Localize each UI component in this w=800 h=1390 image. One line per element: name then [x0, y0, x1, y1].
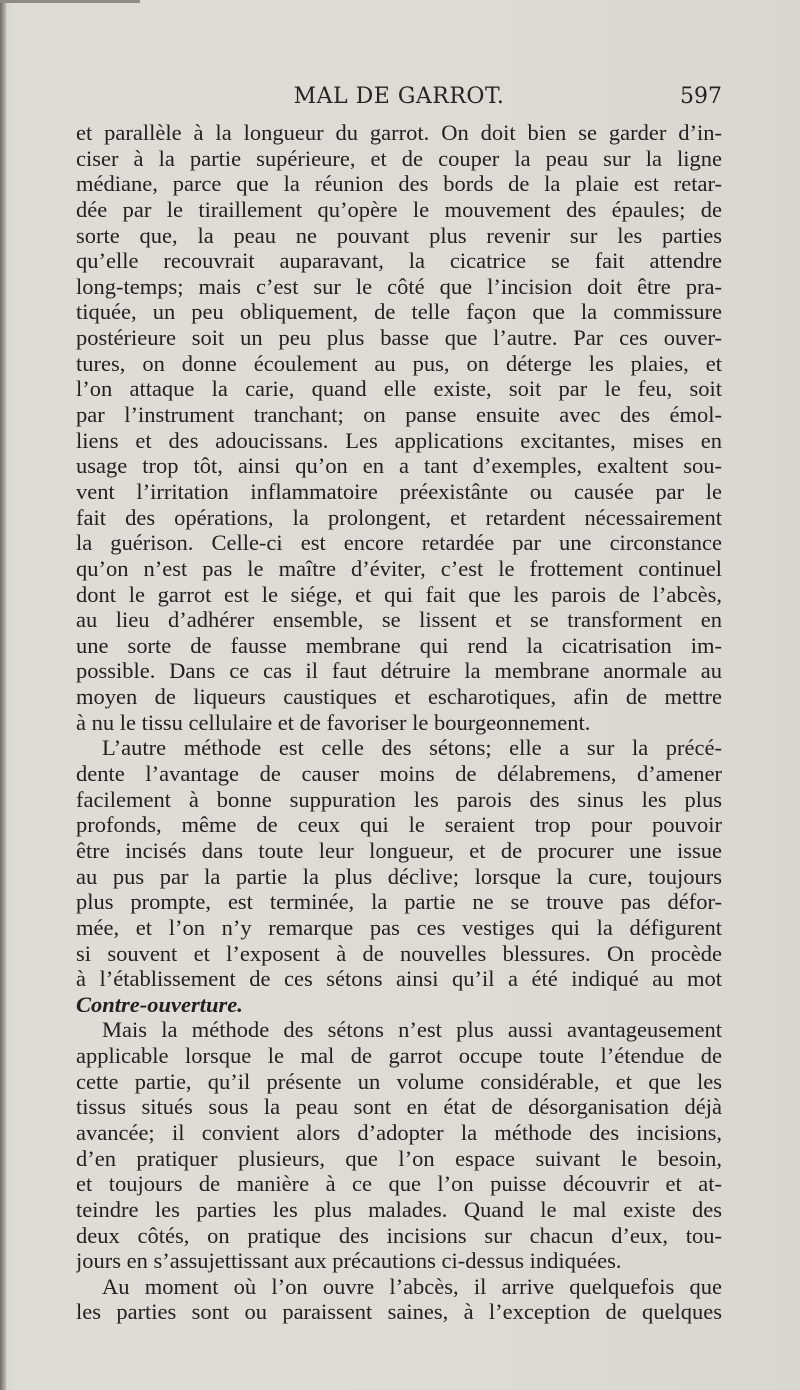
cross-reference-term: Contre-ouverture.	[76, 991, 243, 1017]
text-line: et parallèle à la longueur du garrot. On doit bien se garder d’in-	[76, 120, 722, 145]
text-line: liens et des adoucissans. Les applications excitantes, mises en	[76, 427, 722, 453]
text-line: médiane, parce que la réunion des bords de la plaie est retar-	[76, 171, 722, 197]
text-line: postérieure soit un peu plus basse que l’autre. Par ces ouver-	[76, 325, 722, 351]
page-number: 597	[680, 84, 722, 109]
paragraph-start-line: Mais la méthode des sétons n’est plus aussi avantageusement	[102, 1017, 722, 1043]
text-line: facilement à bonne suppuration les parois des sinus les plus	[76, 786, 722, 812]
text-line: deux côtés, on pratique des incisions sur chacun d’eux, tou-	[76, 1222, 722, 1248]
body-text	[76, 120, 722, 1325]
text-line: une sorte de fausse membrane qui rend la cicatrisation im-	[76, 632, 722, 658]
text-line: moyen de liqueurs caustiques et escharotiques, afin de mettre	[76, 684, 722, 710]
text-line: qu’elle recouvrait auparavant, la cicatrice se fait attendre	[76, 248, 722, 274]
text-line: qu’on n’est pas le maître d’éviter, c’est le frottement continuel	[76, 555, 722, 581]
text-line: au lieu d’adhérer ensemble, se lissent et se transforment en	[76, 607, 722, 633]
text-line: plus prompte, est terminée, la partie ne se trouve pas défor-	[76, 889, 722, 915]
text-line: par l’instrument tranchant; on panse ensuite avec des émol-	[76, 402, 722, 428]
text-line: avancée; il convient alors d’adopter la méthode des incisions,	[76, 1119, 722, 1145]
page-top-edge	[0, 0, 140, 3]
text-line: à l’établissement de ces sétons ainsi qu’il a été indiqué au mot	[76, 966, 722, 992]
text-line: applicable lorsque le mal de garrot occupe toute l’étendue de	[76, 1043, 722, 1069]
text-line: à nu le tissu cellulaire et de favoriser le bourgeonnement.	[76, 709, 591, 735]
text-line: mée, et l’on n’y remarque pas ces vestiges qui la défigurent	[76, 914, 722, 940]
text-line: teindre les parties les plus malades. Quand le mal existe des	[76, 1196, 722, 1222]
text-line: dente l’avantage de causer moins de délabremens, d’amener	[76, 761, 722, 787]
text-line: cette partie, qu’il présente un volume considérable, et que les	[76, 1068, 722, 1094]
text-line: tiquée, un peu obliquement, de telle façon que la commissure	[76, 299, 722, 325]
text-line: profonds, même de ceux qui le seraient trop pour pouvoir	[76, 812, 722, 838]
text-line: l’on attaque la carie, quand elle existe, soit par le feu, soit	[76, 376, 722, 402]
text-line: si souvent et l’exposent à de nouvelles blessures. On procède	[76, 940, 722, 966]
running-head: MAL DE GARROT.	[293, 84, 505, 109]
page-header	[76, 84, 722, 114]
text-line: être incisés dans toute leur longueur, et de procurer une issue	[76, 837, 722, 863]
text-line: long-temps; mais c’est sur le côté que l’incision doit être pra-	[76, 273, 722, 299]
text-line: vent l’irritation inflammatoire préexistânte ou causée par le	[76, 478, 722, 504]
page-spine-shadow	[0, 0, 6, 1390]
text-line: au pus par la partie la plus déclive; lorsque la cure, toujours	[76, 863, 722, 889]
text-line: jours en s’assujettissant aux précautions ci-dessus indiquées.	[76, 1248, 622, 1274]
text-line: d’en pratiquer plusieurs, que l’on espace suivant le besoin,	[76, 1145, 722, 1171]
text-line: possible. Dans ce cas il faut détruire la membrane anormale au	[76, 658, 722, 684]
paragraph-start-line: Au moment où l’on ouvre l’abcès, il arrive quelquefois que	[102, 1273, 722, 1299]
text-line: fait des opérations, la prolongent, et retardent nécessairement	[76, 504, 722, 530]
text-line: sorte que, la peau ne pouvant plus revenir sur les parties	[76, 222, 722, 248]
text-line: dont le garrot est le siége, et qui fait que les parois de l’abcès,	[76, 581, 722, 607]
text-line: et toujours de manière à ce que l’on puisse découvrir et at-	[76, 1171, 722, 1197]
text-line: tissus situés sous la peau sont en état de désorganisation déjà	[76, 1094, 722, 1120]
text-line: usage trop tôt, ainsi qu’on en a tant d’exemples, exaltent sou-	[76, 453, 722, 479]
text-line: la guérison. Celle-ci est encore retardée par une circonstance	[76, 530, 722, 556]
text-line: dée par le tiraillement qu’opère le mouvement des épaules; de	[76, 196, 722, 222]
text-line: les parties sont ou paraissent saines, à l’exception de quelques	[76, 1299, 722, 1325]
paragraph-start-line: L’autre méthode est celle des sétons; elle a sur la précé-	[102, 735, 722, 761]
text-line: ciser à la partie supérieure, et de couper la peau sur la ligne	[76, 145, 722, 171]
text-line: tures, on donne écoulement au pus, on déterge les plaies, et	[76, 350, 722, 376]
